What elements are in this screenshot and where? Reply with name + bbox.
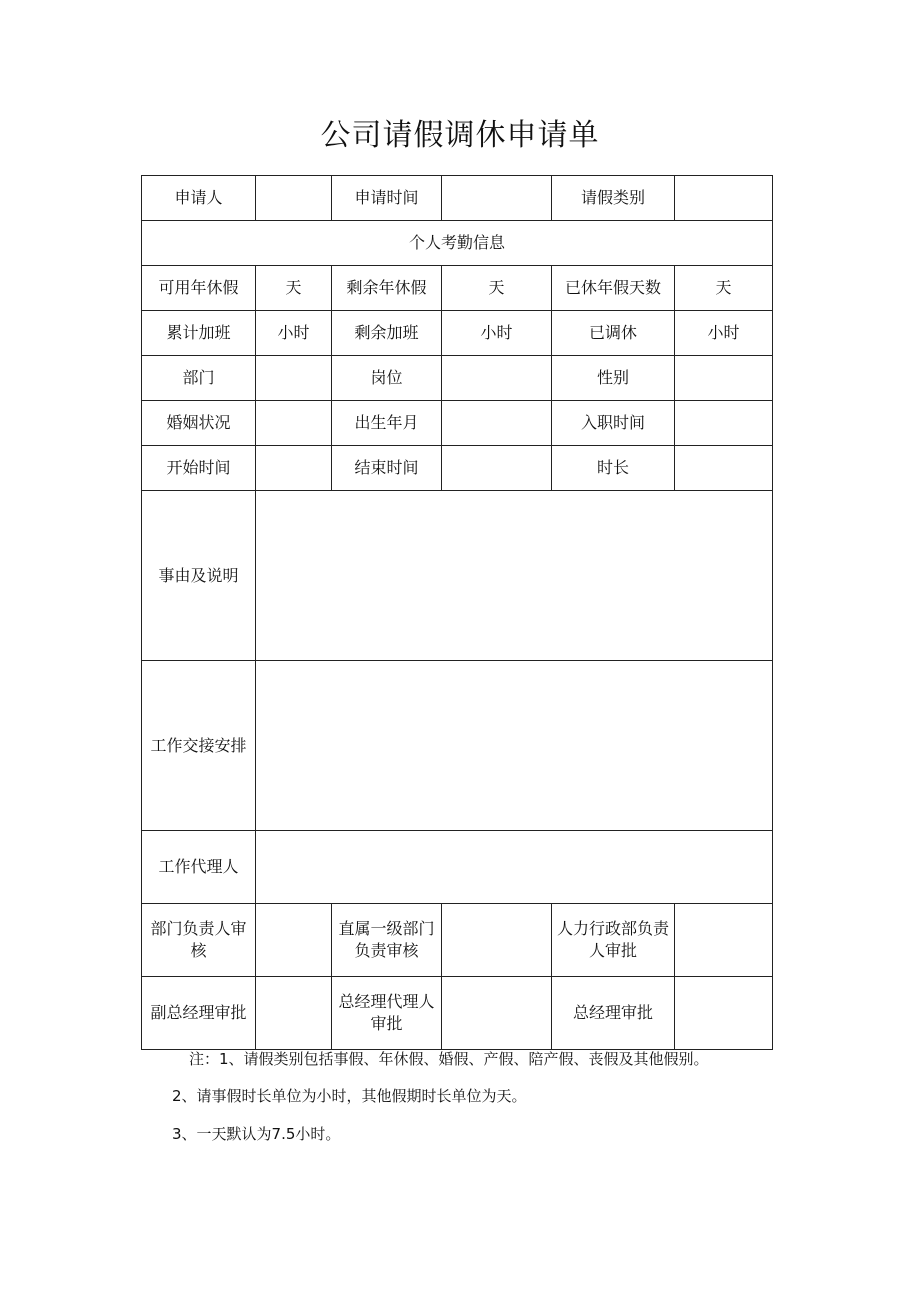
position-field[interactable] <box>442 356 552 401</box>
handover-field[interactable] <box>256 661 773 831</box>
marital-status-field[interactable] <box>256 401 332 446</box>
taken-annual-label: 已休年假天数 <box>552 266 675 311</box>
available-annual-field[interactable]: 天 <box>256 266 332 311</box>
used-compensatory-label: 已调休 <box>552 311 675 356</box>
entry-date-label: 入职时间 <box>552 401 675 446</box>
gm-approval-label: 总经理审批 <box>552 977 675 1050</box>
form-title: 公司请假调休申请单 <box>320 118 600 153</box>
leave-type-field[interactable] <box>675 176 773 221</box>
duration-field[interactable] <box>675 446 773 491</box>
taken-annual-field[interactable]: 天 <box>675 266 773 311</box>
applicant-field[interactable] <box>256 176 332 221</box>
apply-time-field[interactable] <box>442 176 552 221</box>
remaining-annual-field[interactable]: 天 <box>442 266 552 311</box>
birth-date-label: 出生年月 <box>332 401 442 446</box>
remaining-annual-label: 剩余年休假 <box>332 266 442 311</box>
total-overtime-field[interactable]: 小时 <box>256 311 332 356</box>
total-overtime-label: 累计加班 <box>142 311 256 356</box>
start-time-field[interactable] <box>256 446 332 491</box>
note-2: 2、请事假时长单位为小时，其他假期时长单位为天。 <box>172 1087 527 1105</box>
note-3: 3、一天默认为7.5小时。 <box>172 1125 341 1143</box>
agent-field[interactable] <box>256 831 773 904</box>
note-1: 注：1、请假类别包括事假、年休假、婚假、产假、陪产假、丧假及其他假别。 <box>189 1050 709 1068</box>
department-field[interactable] <box>256 356 332 401</box>
applicant-label: 申请人 <box>142 176 256 221</box>
gender-field[interactable] <box>675 356 773 401</box>
leave-type-label: 请假类别 <box>552 176 675 221</box>
attendance-section-title: 个人考勤信息 <box>142 221 773 266</box>
remaining-overtime-label: 剩余加班 <box>332 311 442 356</box>
dept-head-review-field[interactable] <box>256 904 332 977</box>
hr-head-approval-field[interactable] <box>675 904 773 977</box>
vp-approval-label: 副总经理审批 <box>142 977 256 1050</box>
duration-label: 时长 <box>552 446 675 491</box>
dept-head-review-label: 部门负责人审核 <box>142 904 256 977</box>
gm-agent-approval-field[interactable] <box>442 977 552 1050</box>
direct-head-review-label: 直属一级部门负责审核 <box>332 904 442 977</box>
gm-agent-approval-label: 总经理代理人审批 <box>332 977 442 1050</box>
end-time-field[interactable] <box>442 446 552 491</box>
leave-application-table <box>141 175 773 1050</box>
apply-time-label: 申请时间 <box>332 176 442 221</box>
direct-head-review-field[interactable] <box>442 904 552 977</box>
gm-approval-field[interactable] <box>675 977 773 1050</box>
available-annual-label: 可用年休假 <box>142 266 256 311</box>
agent-label: 工作代理人 <box>142 831 256 904</box>
reason-field[interactable] <box>256 491 773 661</box>
remaining-overtime-field[interactable]: 小时 <box>442 311 552 356</box>
gender-label: 性别 <box>552 356 675 401</box>
hr-head-approval-label: 人力行政部负责人审批 <box>552 904 675 977</box>
position-label: 岗位 <box>332 356 442 401</box>
birth-date-field[interactable] <box>442 401 552 446</box>
department-label: 部门 <box>142 356 256 401</box>
handover-label: 工作交接安排 <box>142 661 256 831</box>
end-time-label: 结束时间 <box>332 446 442 491</box>
entry-date-field[interactable] <box>675 401 773 446</box>
vp-approval-field[interactable] <box>256 977 332 1050</box>
start-time-label: 开始时间 <box>142 446 256 491</box>
used-compensatory-field[interactable]: 小时 <box>675 311 773 356</box>
marital-status-label: 婚姻状况 <box>142 401 256 446</box>
reason-label: 事由及说明 <box>142 491 256 661</box>
